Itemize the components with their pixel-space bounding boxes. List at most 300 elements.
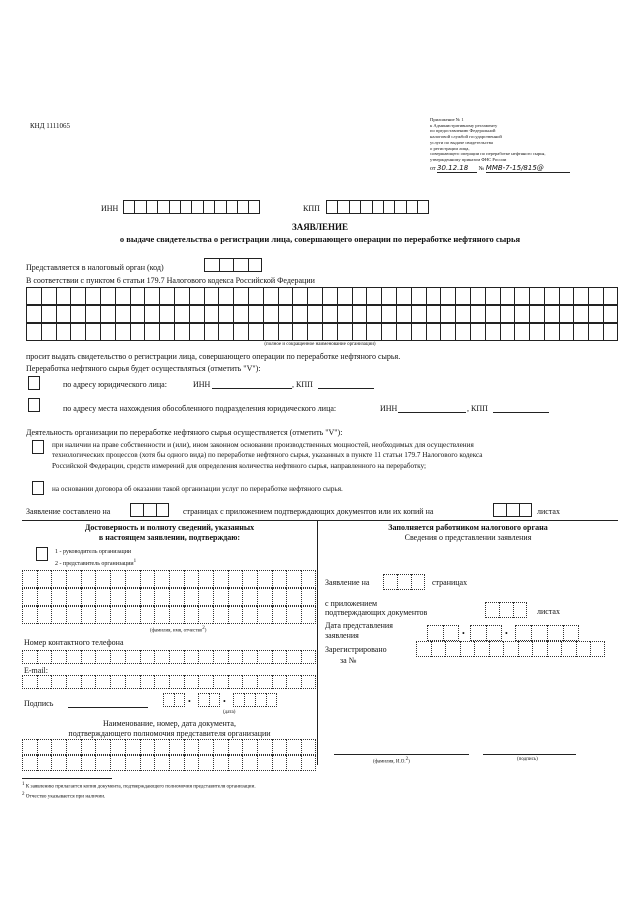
input-cell[interactable] xyxy=(515,625,531,641)
input-cell[interactable] xyxy=(272,606,287,624)
input-cell[interactable] xyxy=(51,755,66,771)
input-cell[interactable] xyxy=(576,641,591,657)
input-cell[interactable] xyxy=(51,739,66,755)
input-cell[interactable] xyxy=(184,570,199,588)
input-cell[interactable] xyxy=(278,287,293,305)
input-cell[interactable] xyxy=(51,606,66,624)
input-cell[interactable] xyxy=(272,588,287,606)
input-cell[interactable] xyxy=(37,739,52,755)
input-cell[interactable] xyxy=(242,588,257,606)
input-cell[interactable] xyxy=(292,305,307,323)
input-cell[interactable] xyxy=(381,305,396,323)
input-cell[interactable] xyxy=(307,287,322,305)
input-cell[interactable] xyxy=(544,323,559,341)
pages-cells[interactable] xyxy=(130,503,169,517)
inn-cells[interactable] xyxy=(123,200,260,214)
input-cell[interactable] xyxy=(213,755,228,771)
input-cell[interactable] xyxy=(219,258,234,272)
input-cell[interactable] xyxy=(255,693,266,707)
input-cell[interactable] xyxy=(191,200,202,214)
input-cell[interactable] xyxy=(37,675,52,689)
input-cell[interactable] xyxy=(56,323,71,341)
input-cell[interactable] xyxy=(352,323,367,341)
input-cell[interactable] xyxy=(213,588,228,606)
input-cell[interactable] xyxy=(440,287,455,305)
input-cell[interactable] xyxy=(184,739,199,755)
input-cell[interactable] xyxy=(70,323,85,341)
input-cell[interactable] xyxy=(242,739,257,755)
input-cell[interactable] xyxy=(22,570,37,588)
input-cell[interactable] xyxy=(257,606,272,624)
input-cell[interactable] xyxy=(37,606,52,624)
input-cell[interactable] xyxy=(396,323,411,341)
input-cell[interactable] xyxy=(213,606,228,624)
input-cell[interactable] xyxy=(588,287,603,305)
input-cell[interactable] xyxy=(95,570,110,588)
input-cell[interactable] xyxy=(286,650,301,664)
input-cell[interactable] xyxy=(110,570,125,588)
input-cell[interactable] xyxy=(263,287,278,305)
input-cell[interactable] xyxy=(81,588,96,606)
input-cell[interactable] xyxy=(396,287,411,305)
input-cell[interactable] xyxy=(174,305,189,323)
input-cell[interactable] xyxy=(22,675,37,689)
input-cell[interactable] xyxy=(123,200,134,214)
input-cell[interactable] xyxy=(500,305,515,323)
input-cell[interactable] xyxy=(426,323,441,341)
input-cell[interactable] xyxy=(514,305,529,323)
input-cell[interactable] xyxy=(22,650,37,664)
input-cell[interactable] xyxy=(81,755,96,771)
input-cell[interactable] xyxy=(411,574,425,590)
input-cell[interactable] xyxy=(397,574,411,590)
input-cell[interactable] xyxy=(125,650,140,664)
input-cell[interactable] xyxy=(213,570,228,588)
input-cell[interactable] xyxy=(130,503,143,517)
input-cell[interactable] xyxy=(426,305,441,323)
input-cell[interactable] xyxy=(228,606,243,624)
input-cell[interactable] xyxy=(590,641,605,657)
app-pages-cells[interactable] xyxy=(383,574,425,590)
input-cell[interactable] xyxy=(366,287,381,305)
input-cell[interactable] xyxy=(140,675,155,689)
input-cell[interactable] xyxy=(95,739,110,755)
input-cell[interactable] xyxy=(140,606,155,624)
input-cell[interactable] xyxy=(603,323,618,341)
sign-day-cells[interactable] xyxy=(163,693,185,707)
input-cell[interactable] xyxy=(159,305,174,323)
rdate-year-cells[interactable] xyxy=(515,625,579,641)
input-cell[interactable] xyxy=(381,287,396,305)
input-cell[interactable] xyxy=(443,625,459,641)
input-cell[interactable] xyxy=(383,200,394,214)
input-cell[interactable] xyxy=(286,570,301,588)
input-cell[interactable] xyxy=(81,739,96,755)
input-cell[interactable] xyxy=(51,570,66,588)
sign-year-cells[interactable] xyxy=(233,693,277,707)
input-cell[interactable] xyxy=(301,755,316,771)
input-cell[interactable] xyxy=(95,588,110,606)
input-cell[interactable] xyxy=(514,287,529,305)
org-name-grid[interactable] xyxy=(26,287,618,341)
input-cell[interactable] xyxy=(248,305,263,323)
input-cell[interactable] xyxy=(486,625,502,641)
input-cell[interactable] xyxy=(233,258,248,272)
input-cell[interactable] xyxy=(411,287,426,305)
kpp-cells[interactable] xyxy=(326,200,429,214)
input-cell[interactable] xyxy=(272,675,287,689)
input-cell[interactable] xyxy=(263,305,278,323)
input-cell[interactable] xyxy=(455,305,470,323)
input-cell[interactable] xyxy=(547,625,563,641)
input-cell[interactable] xyxy=(485,287,500,305)
rdate-month-cells[interactable] xyxy=(470,625,502,641)
input-cell[interactable] xyxy=(204,258,219,272)
input-cell[interactable] xyxy=(37,755,52,771)
input-cell[interactable] xyxy=(286,588,301,606)
input-cell[interactable] xyxy=(144,287,159,305)
input-cell[interactable] xyxy=(95,675,110,689)
fio-grid[interactable] xyxy=(22,570,316,624)
input-cell[interactable] xyxy=(66,570,81,588)
input-cell[interactable] xyxy=(416,641,431,657)
input-cell[interactable] xyxy=(500,287,515,305)
input-cell[interactable] xyxy=(257,588,272,606)
input-cell[interactable] xyxy=(184,650,199,664)
input-cell[interactable] xyxy=(184,755,199,771)
input-cell[interactable] xyxy=(154,739,169,755)
input-cell[interactable] xyxy=(286,675,301,689)
input-cell[interactable] xyxy=(322,305,337,323)
input-cell[interactable] xyxy=(573,323,588,341)
input-cell[interactable] xyxy=(326,200,337,214)
input-cell[interactable] xyxy=(130,287,145,305)
input-cell[interactable] xyxy=(189,287,204,305)
input-cell[interactable] xyxy=(485,305,500,323)
input-cell[interactable] xyxy=(174,287,189,305)
input-cell[interactable] xyxy=(154,570,169,588)
input-cell[interactable] xyxy=(307,305,322,323)
input-cell[interactable] xyxy=(184,675,199,689)
input-cell[interactable] xyxy=(352,287,367,305)
input-cell[interactable] xyxy=(198,588,213,606)
input-cell[interactable] xyxy=(218,287,233,305)
input-cell[interactable] xyxy=(559,287,574,305)
input-cell[interactable] xyxy=(233,287,248,305)
input-cell[interactable] xyxy=(26,305,41,323)
right-att-cells[interactable] xyxy=(485,602,527,618)
input-cell[interactable] xyxy=(242,650,257,664)
input-cell[interactable] xyxy=(144,305,159,323)
input-cell[interactable] xyxy=(506,503,519,517)
legal-inn-field[interactable] xyxy=(212,381,292,389)
input-cell[interactable] xyxy=(140,570,155,588)
input-cell[interactable] xyxy=(110,606,125,624)
input-cell[interactable] xyxy=(159,323,174,341)
input-cell[interactable] xyxy=(100,287,115,305)
input-cell[interactable] xyxy=(322,287,337,305)
input-cell[interactable] xyxy=(169,570,184,588)
input-cell[interactable] xyxy=(198,606,213,624)
input-cell[interactable] xyxy=(292,323,307,341)
input-cell[interactable] xyxy=(561,641,576,657)
input-cell[interactable] xyxy=(22,588,37,606)
input-cell[interactable] xyxy=(485,323,500,341)
input-cell[interactable] xyxy=(263,323,278,341)
input-cell[interactable] xyxy=(337,305,352,323)
input-cell[interactable] xyxy=(573,305,588,323)
input-cell[interactable] xyxy=(272,739,287,755)
input-cell[interactable] xyxy=(26,323,41,341)
input-cell[interactable] xyxy=(51,588,66,606)
input-cell[interactable] xyxy=(85,323,100,341)
input-cell[interactable] xyxy=(337,287,352,305)
input-cell[interactable] xyxy=(455,323,470,341)
input-cell[interactable] xyxy=(213,739,228,755)
input-cell[interactable] xyxy=(169,606,184,624)
input-cell[interactable] xyxy=(301,588,316,606)
input-cell[interactable] xyxy=(337,323,352,341)
input-cell[interactable] xyxy=(198,693,209,707)
input-cell[interactable] xyxy=(81,650,96,664)
input-cell[interactable] xyxy=(337,200,348,214)
input-cell[interactable] xyxy=(134,200,145,214)
input-cell[interactable] xyxy=(500,323,515,341)
input-cell[interactable] xyxy=(372,200,383,214)
branch-address-checkbox[interactable] xyxy=(28,398,40,412)
input-cell[interactable] xyxy=(366,305,381,323)
input-cell[interactable] xyxy=(248,200,259,214)
input-cell[interactable] xyxy=(22,739,37,755)
input-cell[interactable] xyxy=(588,305,603,323)
input-cell[interactable] xyxy=(81,675,96,689)
input-cell[interactable] xyxy=(301,606,316,624)
input-cell[interactable] xyxy=(66,650,81,664)
input-cell[interactable] xyxy=(248,258,263,272)
input-cell[interactable] xyxy=(85,287,100,305)
input-cell[interactable] xyxy=(37,570,52,588)
input-cell[interactable] xyxy=(198,675,213,689)
input-cell[interactable] xyxy=(184,606,199,624)
input-cell[interactable] xyxy=(174,323,189,341)
input-cell[interactable] xyxy=(286,739,301,755)
input-cell[interactable] xyxy=(470,305,485,323)
input-cell[interactable] xyxy=(130,323,145,341)
rdate-day-cells[interactable] xyxy=(427,625,459,641)
input-cell[interactable] xyxy=(180,200,191,214)
input-cell[interactable] xyxy=(559,305,574,323)
input-cell[interactable] xyxy=(184,588,199,606)
input-cell[interactable] xyxy=(272,570,287,588)
input-cell[interactable] xyxy=(169,755,184,771)
input-cell[interactable] xyxy=(529,323,544,341)
input-cell[interactable] xyxy=(257,739,272,755)
input-cell[interactable] xyxy=(248,323,263,341)
input-cell[interactable] xyxy=(474,641,489,657)
signer-type-box[interactable] xyxy=(36,547,48,561)
input-cell[interactable] xyxy=(301,570,316,588)
input-cell[interactable] xyxy=(406,200,417,214)
reg-number-cells[interactable] xyxy=(416,641,605,657)
input-cell[interactable] xyxy=(95,650,110,664)
input-cell[interactable] xyxy=(272,755,287,771)
input-cell[interactable] xyxy=(544,305,559,323)
input-cell[interactable] xyxy=(228,570,243,588)
input-cell[interactable] xyxy=(110,739,125,755)
input-cell[interactable] xyxy=(56,287,71,305)
input-cell[interactable] xyxy=(544,287,559,305)
input-cell[interactable] xyxy=(198,570,213,588)
input-cell[interactable] xyxy=(115,323,130,341)
branch-inn-field[interactable] xyxy=(398,405,466,413)
input-cell[interactable] xyxy=(37,650,52,664)
input-cell[interactable] xyxy=(396,305,411,323)
legal-kpp-field[interactable] xyxy=(318,381,374,389)
input-cell[interactable] xyxy=(529,287,544,305)
input-cell[interactable] xyxy=(242,755,257,771)
input-cell[interactable] xyxy=(503,641,518,657)
input-cell[interactable] xyxy=(237,200,248,214)
input-cell[interactable] xyxy=(603,287,618,305)
input-cell[interactable] xyxy=(218,323,233,341)
input-cell[interactable] xyxy=(169,650,184,664)
input-cell[interactable] xyxy=(95,606,110,624)
input-cell[interactable] xyxy=(292,287,307,305)
input-cell[interactable] xyxy=(146,200,157,214)
input-cell[interactable] xyxy=(169,675,184,689)
input-cell[interactable] xyxy=(70,287,85,305)
phone-cells[interactable] xyxy=(22,650,316,664)
input-cell[interactable] xyxy=(115,287,130,305)
input-cell[interactable] xyxy=(518,641,533,657)
input-cell[interactable] xyxy=(417,200,428,214)
input-cell[interactable] xyxy=(272,650,287,664)
input-cell[interactable] xyxy=(301,739,316,755)
input-cell[interactable] xyxy=(95,755,110,771)
input-cell[interactable] xyxy=(81,570,96,588)
input-cell[interactable] xyxy=(228,739,243,755)
input-cell[interactable] xyxy=(266,693,277,707)
input-cell[interactable] xyxy=(588,323,603,341)
contract-checkbox[interactable] xyxy=(32,481,44,495)
input-cell[interactable] xyxy=(257,570,272,588)
input-cell[interactable] xyxy=(286,755,301,771)
input-cell[interactable] xyxy=(110,588,125,606)
input-cell[interactable] xyxy=(81,606,96,624)
input-cell[interactable] xyxy=(513,602,527,618)
input-cell[interactable] xyxy=(56,305,71,323)
input-cell[interactable] xyxy=(203,200,214,214)
input-cell[interactable] xyxy=(411,323,426,341)
input-cell[interactable] xyxy=(159,287,174,305)
input-cell[interactable] xyxy=(226,200,237,214)
input-cell[interactable] xyxy=(198,650,213,664)
input-cell[interactable] xyxy=(431,641,446,657)
input-cell[interactable] xyxy=(130,305,145,323)
input-cell[interactable] xyxy=(66,739,81,755)
input-cell[interactable] xyxy=(156,503,169,517)
input-cell[interactable] xyxy=(125,675,140,689)
input-cell[interactable] xyxy=(233,323,248,341)
input-cell[interactable] xyxy=(154,755,169,771)
input-cell[interactable] xyxy=(242,675,257,689)
input-cell[interactable] xyxy=(257,650,272,664)
input-cell[interactable] xyxy=(140,650,155,664)
input-cell[interactable] xyxy=(51,650,66,664)
input-cell[interactable] xyxy=(514,323,529,341)
input-cell[interactable] xyxy=(366,323,381,341)
input-cell[interactable] xyxy=(100,323,115,341)
input-cell[interactable] xyxy=(125,570,140,588)
input-cell[interactable] xyxy=(189,323,204,341)
input-cell[interactable] xyxy=(383,574,397,590)
input-cell[interactable] xyxy=(209,693,220,707)
input-cell[interactable] xyxy=(218,305,233,323)
input-cell[interactable] xyxy=(360,200,371,214)
input-cell[interactable] xyxy=(455,287,470,305)
input-cell[interactable] xyxy=(100,305,115,323)
input-cell[interactable] xyxy=(144,323,159,341)
input-cell[interactable] xyxy=(41,287,56,305)
sign-month-cells[interactable] xyxy=(198,693,220,707)
input-cell[interactable] xyxy=(470,625,486,641)
input-cell[interactable] xyxy=(257,755,272,771)
input-cell[interactable] xyxy=(198,755,213,771)
input-cell[interactable] xyxy=(559,323,574,341)
input-cell[interactable] xyxy=(286,606,301,624)
own-capacity-checkbox[interactable] xyxy=(32,440,44,454)
input-cell[interactable] xyxy=(563,625,579,641)
input-cell[interactable] xyxy=(547,641,562,657)
tax-organ-cells[interactable] xyxy=(204,258,262,272)
branch-kpp-field[interactable] xyxy=(493,405,549,413)
input-cell[interactable] xyxy=(154,588,169,606)
input-cell[interactable] xyxy=(233,305,248,323)
input-cell[interactable] xyxy=(470,287,485,305)
input-cell[interactable] xyxy=(349,200,360,214)
input-cell[interactable] xyxy=(174,693,185,707)
input-cell[interactable] xyxy=(278,305,293,323)
input-cell[interactable] xyxy=(470,323,485,341)
input-cell[interactable] xyxy=(529,305,544,323)
input-cell[interactable] xyxy=(440,323,455,341)
input-cell[interactable] xyxy=(110,650,125,664)
input-cell[interactable] xyxy=(322,323,337,341)
input-cell[interactable] xyxy=(519,503,532,517)
input-cell[interactable] xyxy=(22,606,37,624)
input-cell[interactable] xyxy=(140,588,155,606)
email-cells[interactable] xyxy=(22,675,316,689)
input-cell[interactable] xyxy=(411,305,426,323)
input-cell[interactable] xyxy=(489,641,504,657)
input-cell[interactable] xyxy=(66,606,81,624)
doc-grid[interactable] xyxy=(22,739,316,771)
input-cell[interactable] xyxy=(532,641,547,657)
input-cell[interactable] xyxy=(125,739,140,755)
input-cell[interactable] xyxy=(37,588,52,606)
input-cell[interactable] xyxy=(228,588,243,606)
input-cell[interactable] xyxy=(204,305,219,323)
input-cell[interactable] xyxy=(66,675,81,689)
attachments-cells[interactable] xyxy=(493,503,532,517)
input-cell[interactable] xyxy=(140,755,155,771)
input-cell[interactable] xyxy=(426,287,441,305)
input-cell[interactable] xyxy=(41,305,56,323)
input-cell[interactable] xyxy=(242,606,257,624)
input-cell[interactable] xyxy=(445,641,460,657)
input-cell[interactable] xyxy=(228,650,243,664)
input-cell[interactable] xyxy=(233,693,244,707)
